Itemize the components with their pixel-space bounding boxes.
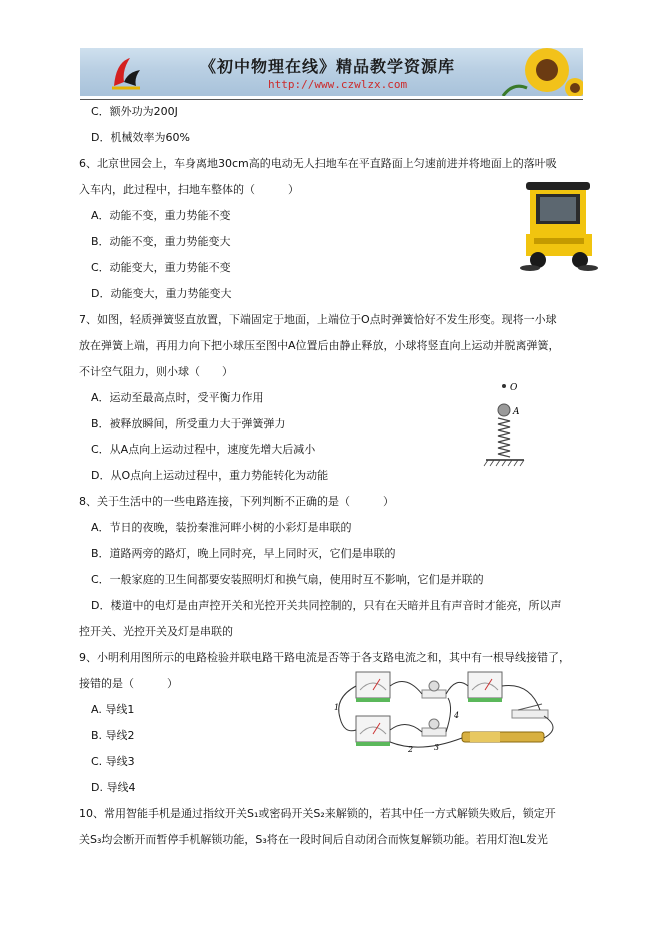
q7-option-b: B．被释放瞬间，所受重力大于弹簧弹力	[91, 417, 286, 430]
ammeter-bottom-icon	[356, 716, 390, 746]
q7-option-a: A．运动至最高点时，受平衡力作用	[91, 391, 264, 404]
q10-stem-2: 关S₃均会断开而暂停手机解锁功能，S₃将在一段时间后自动闭合而恢复解锁功能。若用灯泡L发光	[79, 833, 548, 846]
spring-coil	[498, 418, 510, 457]
q8-option-a: A．节日的夜晚，装扮秦淮河畔小树的小彩灯是串联的	[91, 521, 352, 534]
label-o: O	[510, 383, 518, 393]
bulb-bottom-icon	[422, 719, 446, 736]
q6-option-c: C．动能变大，重力势能不变	[91, 261, 231, 274]
q7-option-c: C．从A点向上运动过程中，速度先增大后减小	[91, 443, 316, 456]
label-a: A	[513, 407, 520, 417]
wire-label-2: 2	[408, 745, 414, 754]
q8-stem: 8、关于生活中的一些电路连接，下列判断不正确的是（ ）	[79, 495, 394, 508]
q8-option-b: B．道路两旁的路灯，晚上同时亮，早上同时灭，它们是串联的	[91, 547, 396, 560]
header-banner	[80, 48, 583, 96]
wire-label-1: 1	[334, 703, 340, 712]
q7-stem-1: 7、如图，轻质弹簧竖直放置，下端固定于地面，上端位于O点时弹簧恰好不发生形变。现将一小球	[79, 313, 557, 326]
q9-option-c: C. 导线3	[91, 755, 135, 768]
q6-stem-2: 入车内，此过程中，扫地车整体的（ ）	[79, 183, 299, 196]
q7-stem-2: 放在弹簧上端，再用力向下把小球压至图中A位置后由静止释放，小球将竖直向上运动并脱离弹簧，	[79, 339, 560, 352]
q5-option-d: D．机械效率为60%	[91, 131, 190, 144]
switch-icon	[512, 704, 548, 718]
q8-option-d-1: D．楼道中的电灯是由声控开关和光控开关共同控制的，只有在天暗并且有声音时才能亮，所以声	[91, 599, 562, 612]
banner-title: 《初中物理在线》精品教学资源库	[200, 57, 456, 76]
bulb-top-icon	[422, 681, 446, 698]
sweeper-truck-image	[520, 178, 598, 274]
point-o-dot	[502, 384, 506, 388]
sunflower-image	[483, 48, 583, 96]
q6-option-d: D．动能变大，重力势能变大	[91, 287, 232, 300]
header-rule	[80, 99, 583, 100]
wire-label-4: 4	[454, 711, 460, 720]
q9-stem-1: 9、小明利用图所示的电路检验并联电路干路电流是否等于各支路电流之和，其中有一根导线接错了，	[79, 651, 570, 664]
circuit-figure	[330, 668, 570, 756]
ammeter-top-right-icon	[468, 672, 502, 702]
q6-stem-1: 6、北京世园会上，车身离地30cm高的电动无人扫地车在平直路面上匀速前进并将地面上的落叶吸	[79, 157, 557, 170]
site-logo-icon	[106, 52, 146, 92]
ammeter-top-left-icon	[356, 672, 390, 702]
spring-ball-figure	[480, 380, 540, 470]
q9-option-a: A. 导线1	[91, 703, 135, 716]
q8-option-c: C．一般家庭的卫生间都要安装照明灯和换气扇，使用时互不影响，它们是并联的	[91, 573, 484, 586]
q7-stem-3: 不计空气阻力，则小球（ ）	[79, 365, 233, 378]
q9-option-d: D. 导线4	[91, 781, 136, 794]
ball-icon	[498, 404, 510, 416]
battery-icon	[462, 732, 544, 742]
q9-option-b: B. 导线2	[91, 729, 135, 742]
q5-option-c: C．额外功为200J	[91, 105, 178, 118]
q7-option-d: D．从O点向上运动过程中，重力势能转化为动能	[91, 469, 329, 482]
q6-option-b: B．动能不变，重力势能变大	[91, 235, 231, 248]
banner-url[interactable]: http://www.czwlzx.com	[268, 78, 408, 91]
q8-option-d-2: 控开关、光控开关及灯是串联的	[79, 625, 233, 638]
q9-stem-2: 接错的是（ ）	[79, 677, 178, 690]
q10-stem-1: 10、常用智能手机是通过指纹开关S₁或密码开关S₂来解锁的，若其中任一方式解锁失败后，锁定开	[79, 807, 556, 820]
q6-option-a: A．动能不变，重力势能不变	[91, 209, 231, 222]
wire-label-3: 3	[434, 743, 440, 752]
